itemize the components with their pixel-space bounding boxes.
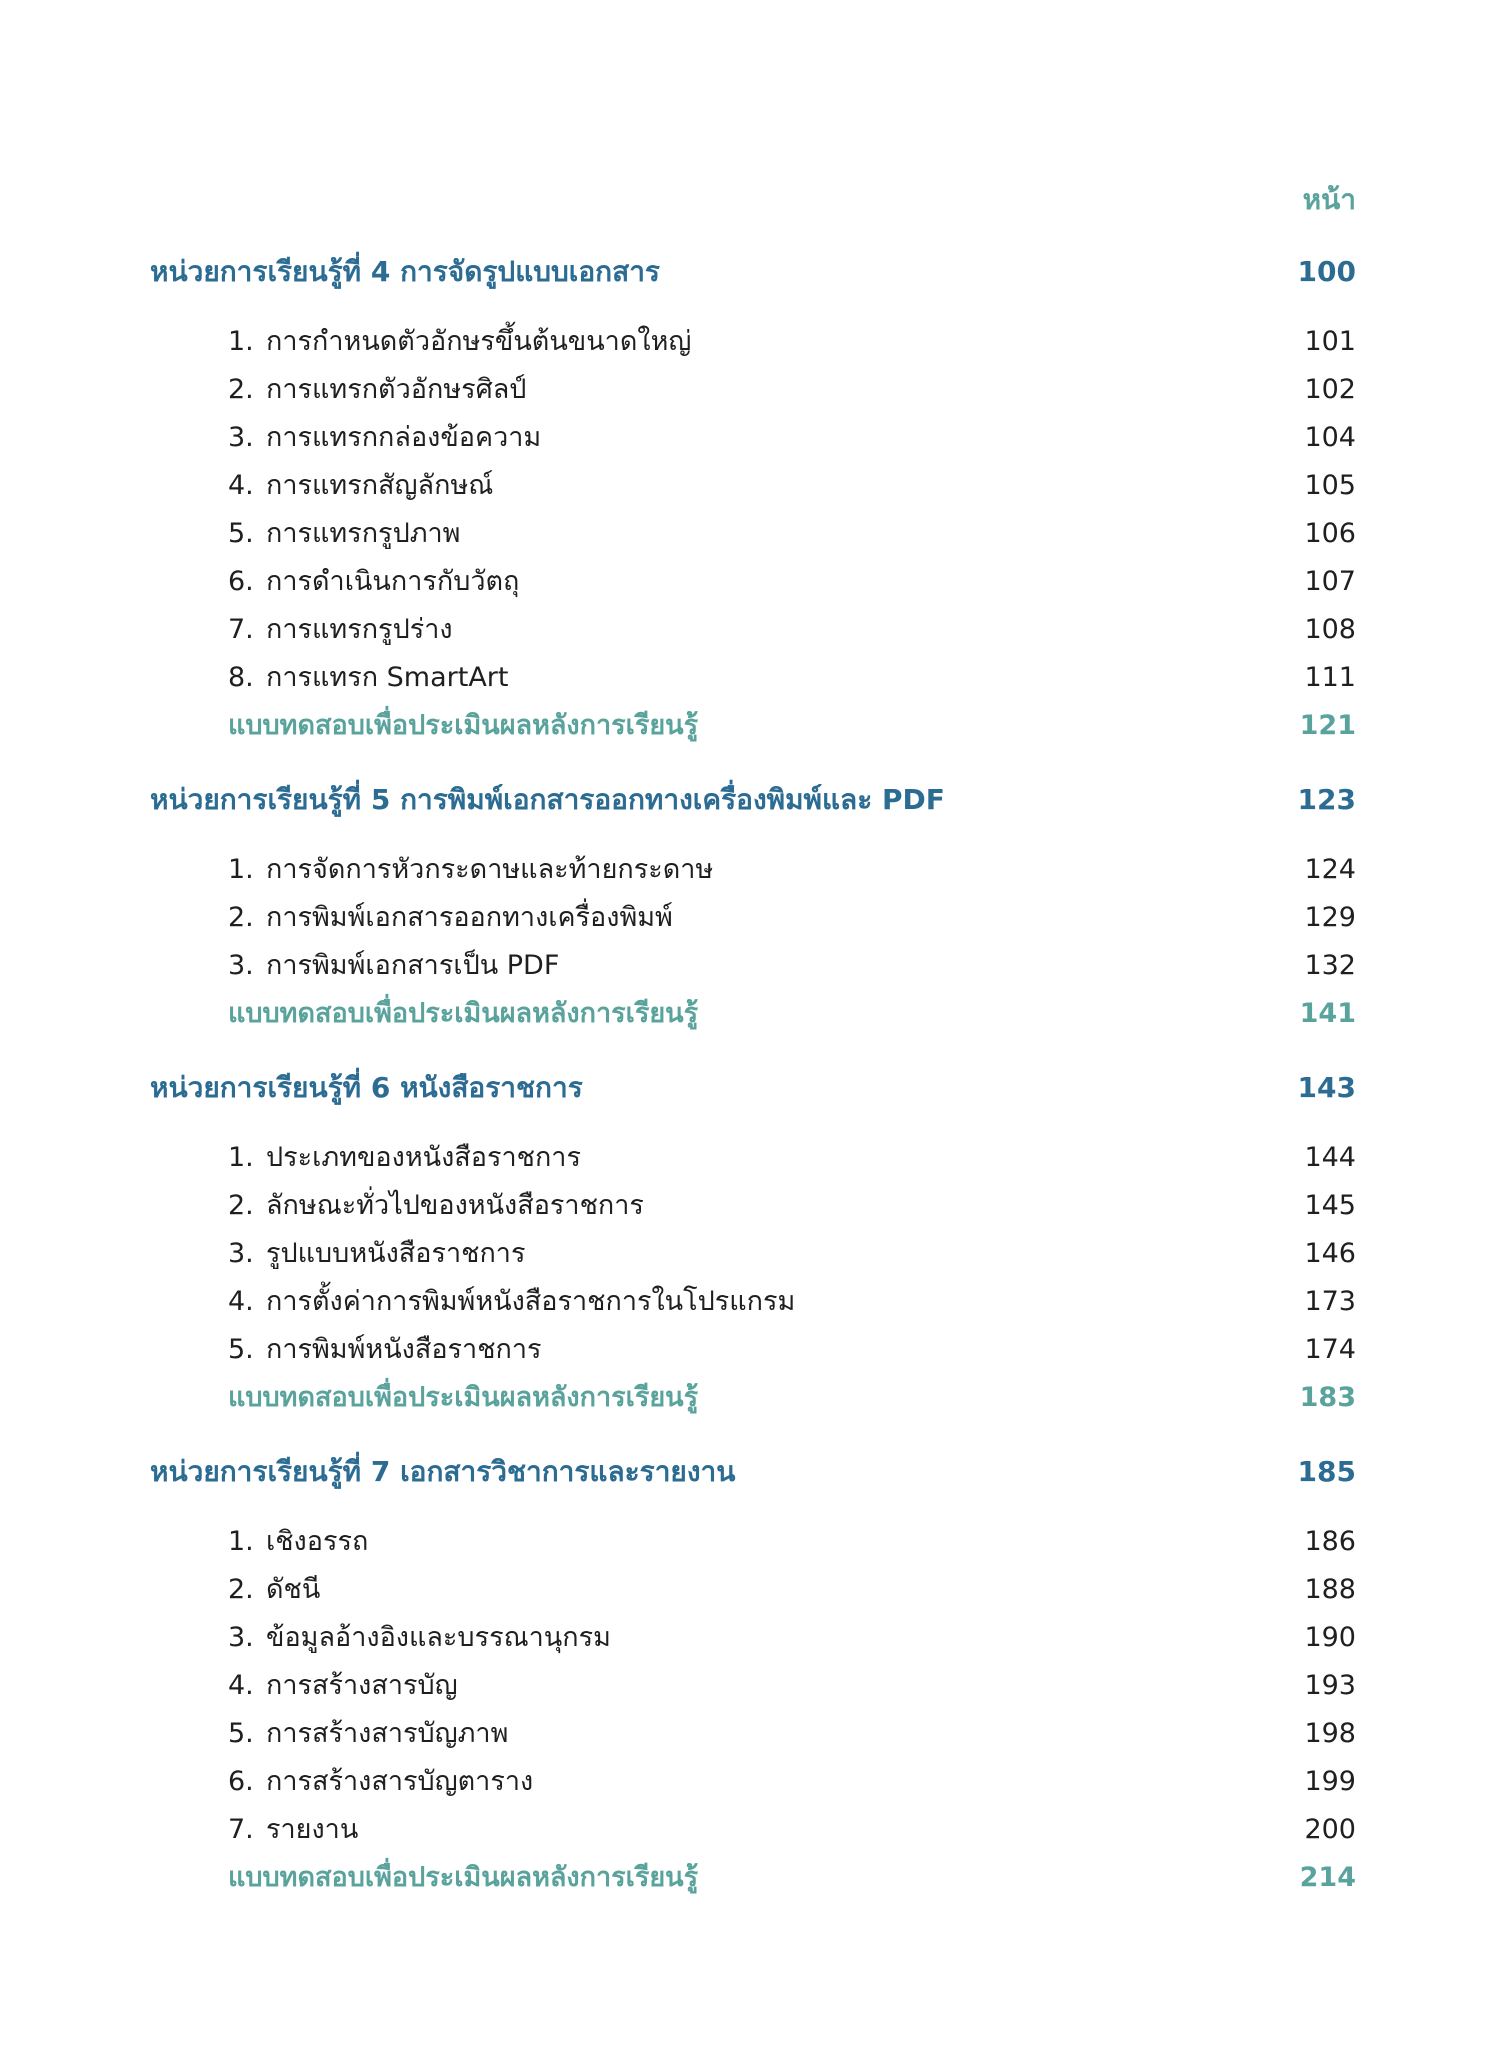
toc-unit [150, 776, 1356, 1038]
entry-page-number: 145 [1304, 1190, 1356, 1221]
unit-heading[interactable] [150, 776, 1356, 824]
unit-title: หน่วยการเรียนรู้ที่ 6 หนังสือราชการ [150, 1071, 583, 1104]
entry-number: 8. [228, 662, 254, 693]
entry-page-number: 188 [1304, 1574, 1356, 1605]
entry-label [150, 1614, 611, 1662]
entry-title: การแทรกกล่องข้อความ [266, 422, 542, 453]
entry-page-number: 198 [1304, 1718, 1356, 1749]
entry-label [150, 318, 691, 366]
toc-entry[interactable] [150, 606, 1356, 654]
entry-number: 3. [228, 422, 254, 453]
table-of-contents [150, 248, 1356, 1928]
toc-entry[interactable] [150, 1662, 1356, 1710]
quiz-page-number: 183 [1299, 1382, 1356, 1413]
entry-page-number: 174 [1304, 1334, 1356, 1365]
entry-number: 1. [228, 854, 254, 885]
entry-title: การสร้างสารบัญ [266, 1670, 458, 1701]
entry-page-number: 132 [1304, 950, 1356, 981]
entry-number: 5. [228, 1718, 254, 1749]
toc-entry[interactable] [150, 1230, 1356, 1278]
unit-title: หน่วยการเรียนรู้ที่ 7 เอกสารวิชาการและรายงาน [150, 1455, 736, 1488]
entry-title: การสร้างสารบัญภาพ [266, 1718, 509, 1749]
entry-title: การแทรกรูปภาพ [266, 518, 461, 549]
entry-label [150, 366, 526, 414]
entry-number: 1. [228, 326, 254, 357]
entry-number: 6. [228, 1766, 254, 1797]
entry-title: การพิมพ์เอกสารออกทางเครื่องพิมพ์ [266, 902, 673, 933]
entry-number: 2. [228, 902, 254, 933]
entry-title: ลักษณะทั่วไปของหนังสือราชการ [266, 1190, 644, 1221]
entry-number: 6. [228, 566, 254, 597]
unit-page-number: 100 [1297, 255, 1356, 288]
entry-page-number: 193 [1304, 1670, 1356, 1701]
entry-label [150, 1230, 525, 1278]
toc-quiz-entry[interactable] [150, 1854, 1356, 1902]
unit-title: หน่วยการเรียนรู้ที่ 5 การพิมพ์เอกสารออกทางเครื่องพิมพ์และ PDF [150, 783, 945, 816]
entry-title: การจัดการหัวกระดาษและท้ายกระดาษ [266, 854, 714, 885]
entry-number: 3. [228, 1238, 254, 1269]
toc-entry[interactable] [150, 1710, 1356, 1758]
quiz-title: แบบทดสอบเพื่อประเมินผลหลังการเรียนรู้ [228, 710, 699, 741]
entry-title: การกำหนดตัวอักษรขึ้นต้นขนาดใหญ่ [266, 326, 692, 357]
entry-page-number: 186 [1304, 1526, 1356, 1557]
toc-entry[interactable] [150, 1566, 1356, 1614]
entry-label [150, 1710, 508, 1758]
entry-label [150, 558, 519, 606]
entry-number: 4. [228, 1670, 254, 1701]
entry-label [150, 1182, 644, 1230]
entry-label [150, 1662, 458, 1710]
toc-entry[interactable] [150, 894, 1356, 942]
entry-label [150, 414, 541, 462]
entry-title: ประเภทของหนังสือราชการ [266, 1142, 581, 1173]
toc-quiz-entry[interactable] [150, 990, 1356, 1038]
toc-entry[interactable] [150, 1614, 1356, 1662]
entry-title: ข้อมูลอ้างอิงและบรรณานุกรม [266, 1622, 611, 1653]
quiz-page-number: 121 [1299, 710, 1356, 741]
entry-page-number: 105 [1304, 470, 1356, 501]
entry-title: การพิมพ์เอกสารเป็น PDF [266, 950, 560, 981]
unit-heading[interactable] [150, 1064, 1356, 1112]
toc-entry[interactable] [150, 1278, 1356, 1326]
toc-entry[interactable] [150, 462, 1356, 510]
toc-entry[interactable] [150, 414, 1356, 462]
entry-page-number: 107 [1304, 566, 1356, 597]
entry-title: การดำเนินการกับวัตถุ [266, 566, 520, 597]
entry-label [150, 462, 493, 510]
entry-number: 4. [228, 470, 254, 501]
toc-entry[interactable] [150, 1806, 1356, 1854]
unit-page-number: 123 [1297, 783, 1356, 816]
entry-title: การพิมพ์หนังสือราชการ [266, 1334, 542, 1365]
entry-page-number: 200 [1304, 1814, 1356, 1845]
entry-page-number: 124 [1304, 854, 1356, 885]
entry-label [150, 654, 508, 702]
entry-title: รูปแบบหนังสือราชการ [266, 1238, 526, 1269]
entry-number: 7. [228, 1814, 254, 1845]
entry-label [150, 1566, 320, 1614]
quiz-title: แบบทดสอบเพื่อประเมินผลหลังการเรียนรู้ [228, 1382, 699, 1413]
toc-entry[interactable] [150, 1518, 1356, 1566]
toc-unit [150, 1064, 1356, 1422]
entry-number: 4. [228, 1286, 254, 1317]
entry-label [150, 606, 453, 654]
entry-title: การแทรกรูปร่าง [266, 614, 453, 645]
entry-title: การแทรกตัวอักษรศิลป์ [266, 374, 527, 405]
toc-entry[interactable] [150, 1182, 1356, 1230]
toc-entry[interactable] [150, 846, 1356, 894]
entry-title: การสร้างสารบัญตาราง [266, 1766, 534, 1797]
entry-label [150, 1326, 542, 1374]
entry-page-number: 106 [1304, 518, 1356, 549]
entry-title: รายงาน [266, 1814, 359, 1845]
toc-entry[interactable] [150, 1134, 1356, 1182]
entry-number: 2. [228, 1574, 254, 1605]
entry-title: การแทรก SmartArt [266, 662, 509, 693]
entry-number: 2. [228, 1190, 254, 1221]
unit-page-number: 185 [1297, 1455, 1356, 1488]
unit-page-number: 143 [1297, 1071, 1356, 1104]
unit-heading[interactable] [150, 1448, 1356, 1496]
entry-number: 5. [228, 1334, 254, 1365]
entry-title: การแทรกสัญลักษณ์ [266, 470, 494, 501]
entry-label [150, 1134, 581, 1182]
unit-heading[interactable] [150, 248, 1356, 296]
entry-page-number: 129 [1304, 902, 1356, 933]
entry-label [150, 1518, 368, 1566]
toc-entry[interactable] [150, 366, 1356, 414]
entry-number: 3. [228, 1622, 254, 1653]
toc-unit [150, 1448, 1356, 1902]
entry-number: 3. [228, 950, 254, 981]
entry-label [150, 1758, 533, 1806]
entry-label [150, 1806, 358, 1854]
entry-title: การตั้งค่าการพิมพ์หนังสือราชการในโปรแกรม [266, 1286, 796, 1317]
entry-page-number: 108 [1304, 614, 1356, 645]
entry-page-number: 101 [1304, 326, 1356, 357]
entry-page-number: 190 [1304, 1622, 1356, 1653]
quiz-page-number: 214 [1299, 1862, 1356, 1893]
entry-page-number: 199 [1304, 1766, 1356, 1797]
entry-page-number: 104 [1304, 422, 1356, 453]
toc-entry[interactable] [150, 654, 1356, 702]
entry-number: 5. [228, 518, 254, 549]
entry-label [150, 846, 713, 894]
entry-page-number: 144 [1304, 1142, 1356, 1173]
entry-number: 1. [228, 1526, 254, 1557]
unit-title: หน่วยการเรียนรู้ที่ 4 การจัดรูปแบบเอกสาร [150, 255, 660, 288]
toc-quiz-entry[interactable] [150, 702, 1356, 750]
entry-number: 1. [228, 1142, 254, 1173]
toc-quiz-entry[interactable] [150, 1374, 1356, 1422]
toc-unit [150, 248, 1356, 750]
toc-entry[interactable] [150, 510, 1356, 558]
entry-title: ดัชนี [266, 1574, 321, 1605]
entry-label [150, 894, 673, 942]
toc-entry[interactable] [150, 558, 1356, 606]
page-column-label: หน้า [1302, 183, 1356, 216]
entry-page-number: 102 [1304, 374, 1356, 405]
entry-page-number: 111 [1304, 662, 1356, 693]
quiz-page-number: 141 [1299, 998, 1356, 1029]
entry-page-number: 146 [1304, 1238, 1356, 1269]
entry-number: 7. [228, 614, 254, 645]
toc-entry[interactable] [150, 1326, 1356, 1374]
toc-entry[interactable] [150, 942, 1356, 990]
entry-number: 2. [228, 374, 254, 405]
quiz-title: แบบทดสอบเพื่อประเมินผลหลังการเรียนรู้ [228, 998, 699, 1029]
quiz-title: แบบทดสอบเพื่อประเมินผลหลังการเรียนรู้ [228, 1862, 699, 1893]
toc-entry[interactable] [150, 1758, 1356, 1806]
entry-label [150, 1278, 795, 1326]
entry-title: เชิงอรรถ [266, 1526, 369, 1557]
toc-entry[interactable] [150, 318, 1356, 366]
entry-page-number: 173 [1304, 1286, 1356, 1317]
entry-label [150, 510, 460, 558]
entry-label [150, 942, 559, 990]
